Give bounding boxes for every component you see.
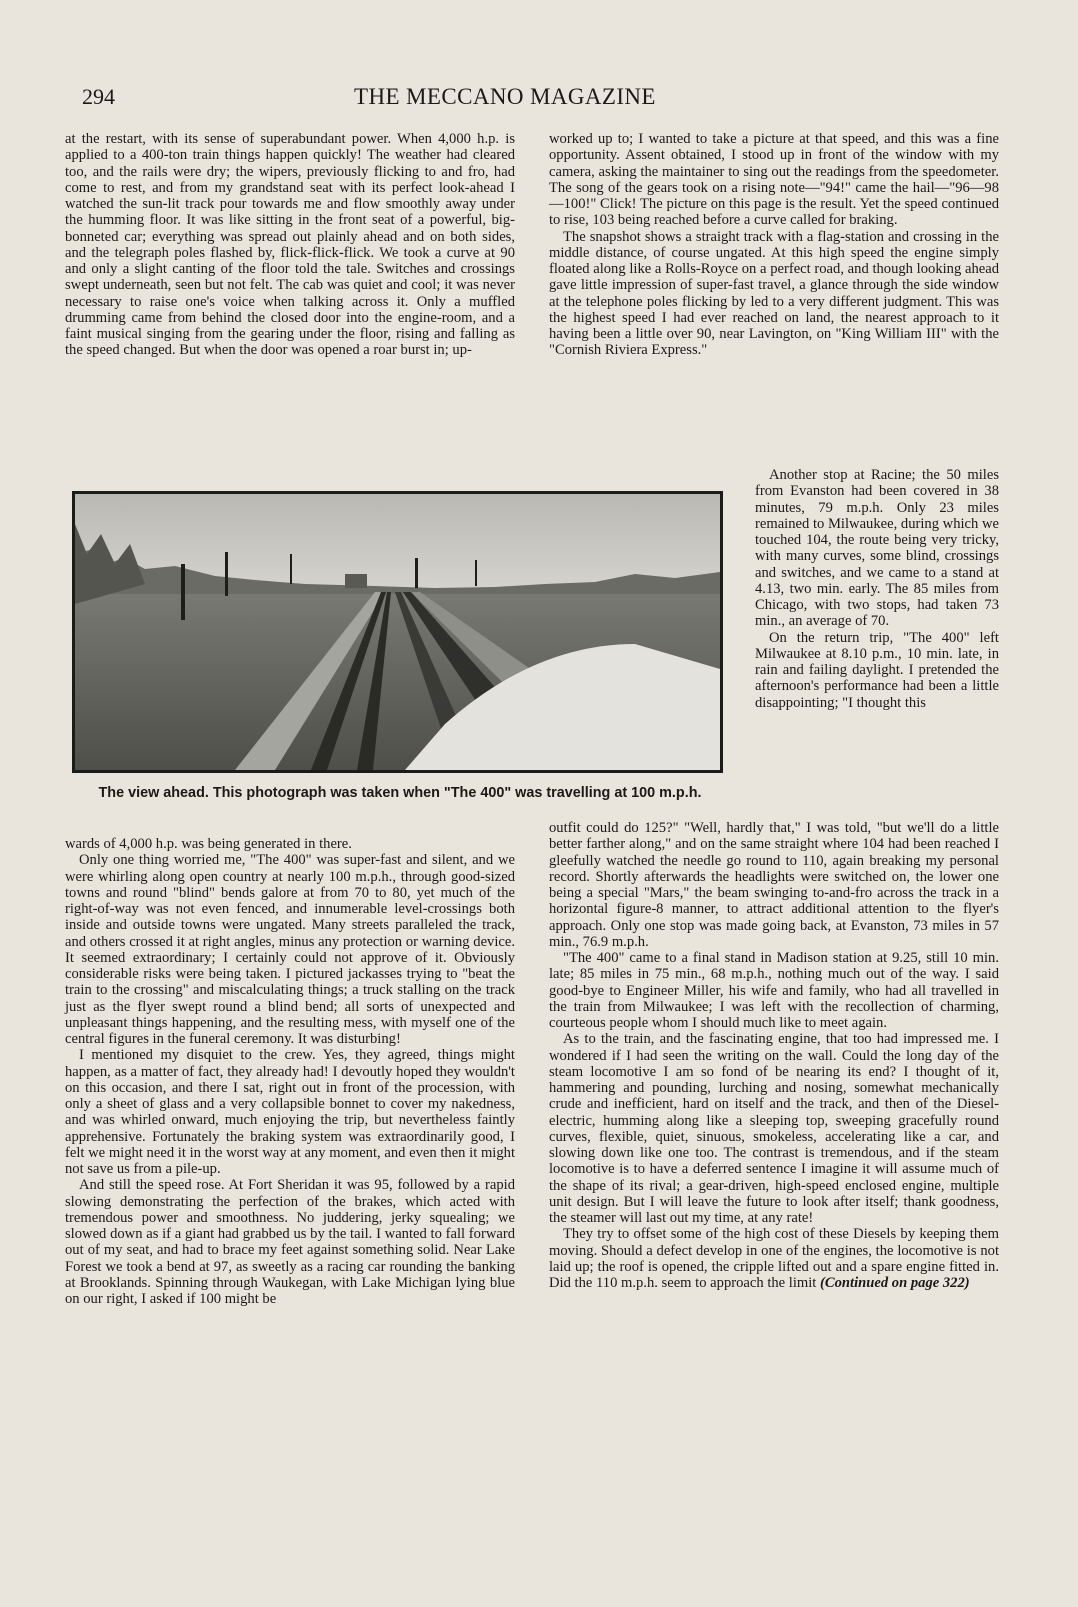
- paragraph: "The 400" came to a final stand in Madison station at 9.25, still 10 min. late; 85 miles in 75 min., 68 m.p.h., nothing much out of the way. I said good-bye to Engineer Miller, his wife and family, who had all travelled in the train from Milwaukee; I was left with the recollection of charming, courteous people whom I should much like to meet again.: [549, 950, 999, 1031]
- continuation-note: (Continued on page 322): [820, 1275, 970, 1291]
- photo-illustration: [75, 494, 720, 770]
- photo-caption: The view ahead. This photograph was taken when "The 400" was travelling at 100 m.p.h.: [98, 785, 702, 801]
- paragraph: Only one thing worried me, "The 400" was super-fast and silent, and we were whirling along open country at nearly 100 m.p.h., through good-sized towns and round "blind" bends galore at from 70 to 80, yet much of the right-of-way was not even fenced, and innumerable level-crossings both inside and outside towns were ungated. Many streets paralleled the track, and others crossed it at right angles, minus any protection or warning device. It seemed extraordinary; I certainly could not approve of it. Obviously considerable risks were being taken. I pictured jackasses trying to "beat the train to the crossing" and miscalculating things; a truck stalling on the track just as the flyer swept round a blind bend; all sorts of unexpected and unpleasant things happening, and the resulting mess, with myself one of the central figures in the funeral ceremony. It was disturbing!: [65, 852, 515, 1047]
- left-column-bottom: [65, 836, 515, 1307]
- paragraph: worked up to; I wanted to take a picture at that speed, and this was a fine opportunity. Assent obtained, I stood up in front of the window with my camera, asking the maintainer to sing out the readings from the speedometer. The song of the gears took on a rising note—"94!" came the hail—"96—98—100!" Click! The picture on this page is the result. Yet the speed continued to rise, 103 being reached before a curve called for braking.: [549, 131, 999, 229]
- right-column-narrow: [755, 467, 999, 711]
- paragraph: The snapshot shows a straight track with a flag-station and crossing in the middle distance, of course ungated. At this high speed the engine simply floated along like a Rolls-Royce on a perfect road, and though looking ahead gave little impression of super-fast travel, a glance through the side window at the telephone poles flicking by led to a very different judgment. This was the highest speed I had ever reached on land, the nearest approach to it having been a little over 90, near Lavington, on "King William III" with the "Cornish Riviera Express.": [549, 228, 999, 359]
- paragraph: wards of 4,000 h.p. was being generated in there.: [65, 836, 352, 852]
- page-number: 294: [82, 84, 115, 109]
- track-photograph: [72, 491, 723, 773]
- paragraph-text: They try to offset some of the high cost of these Diesels by keeping them moving. Should a defect develop in one of the engines, the locomotive is not laid up; the roof is opened, the cripple lifted out and a spare engine fitted in. Did the 110 m.p.h. seem to approach the limit: [549, 1226, 999, 1291]
- magazine-title: THE MECCANO MAGAZINE: [354, 84, 656, 109]
- paragraph: [549, 1226, 999, 1291]
- paragraph: Another stop at Racine; the 50 miles from Evanston had been covered in 38 minutes, 79 m.p.h. Only 23 miles remained to Milwaukee, during which we touched 104, the route being very tricky, with many curves, some blind, crossings and switches, and we came to a stand at 4.13, two min. early. The 85 miles from Chicago, with two stops, had taken 73 min., an average of 70.: [755, 467, 999, 630]
- right-column-bottom: [549, 820, 999, 1291]
- paragraph: I mentioned my disquiet to the crew. Yes, they agreed, things might happen, as a matter of fact, they already had! I devoutly hoped they wouldn't on this occasion, and there I sat, right out in front of the procession, with only a sheet of glass and a very collapsible bonnet to cover my nakedness, and was whirled onward, much enjoying the trip, but nevertheless faintly apprehensive. Fortunately the braking system was extraordinarily good, I felt we might need it in the worst way at any moment, and even then it might not save us from a pile-up.: [65, 1047, 515, 1177]
- paragraph: And still the speed rose. At Fort Sheridan it was 95, followed by a rapid slowing demonstrating the perfection of the brakes, which acted with tremendous power and smoothness. No juddering, jerky squealing; we slowed down as if a giant had grabbed us by the tail. I wanted to fall forward out of my seat, and had to brace my feet against something solid. Near Lake Forest we took a bend at 97, as sweetly as a racing car rounding the banking at Brooklands. Spinning through Waukegan, with Lake Michigan lying blue on our right, I asked if 100 might be: [65, 1177, 515, 1307]
- paragraph: outfit could do 125?" "Well, hardly that," I was told, "but we'll do a little better farther along," and on the same straight where 104 had been reached I gleefully watched the needle go round to 110, again breaking my personal record. Shortly afterwards the headlights were switched on, the lower one being a special "Mars," the beam swinging to-and-fro across the track in a horizontal figure-8 manner, to attract additional attention to the flyer's approach. Only one stop was made going back, at Evanston, 73 miles in 57 min., 76.9 m.p.h.: [549, 820, 999, 950]
- right-column-top: [549, 131, 999, 359]
- paragraph: As to the train, and the fascinating engine, that too had impressed me. I wondered if I had seen the writing on the wall. Could the long day of the steam locomotive I am so fond of be nearing its end? I thought of it, hammering and pounding, lurching and nosing, somewhat mechanically crude and inefficient, hard on itself and the track, and then of the Diesel-electric, humming along like a sleeping top, sweeping gracefully round curves, flexible, quiet, sinuous, smokeless, accelerating like a car, and slowing down like one too. The contrast is tremendous, and if the steam locomotive is to have a deferred sentence I imagine it will assume much of the shape of its rival; a gear-driven, high-speed enclosed engine, multiple unit design. But I will leave the future to look after itself; thank goodness, the steamer will last out my time, at any rate!: [549, 1031, 999, 1226]
- paragraph: On the return trip, "The 400" left Milwaukee at 8.10 p.m., 10 min. late, in rain and failing daylight. I pretended the afternoon's performance had been a little disappointing; "I thought this: [755, 629, 999, 711]
- page-header: [82, 84, 986, 114]
- left-column-top: [65, 131, 515, 359]
- paragraph: at the restart, with its sense of superabundant power. When 4,000 h.p. is applied to a 400-ton train things happen quickly! The weather had cleared too, and the rails were dry; the wipers, previously flicking to and fro, had come to rest, and from my grandstand seat with its perfect look-ahead I watched the sun-lit track pour towards me and flow smoothly away under the humming floor. It was like sitting in the front seat of a powerful, big-bonneted car; everything was spread out plainly ahead and on both sides, and the telegraph poles flashed by, flick-flick-flick. We took a curve at 90 and only a slight canting of the floor told the tale. Switches and crossings swept underneath, seen but not felt. The cab was quiet and cool; it was never necessary to raise one's voice when talking across it. Only a muffled drumming came from behind the closed door into the engine-room, and a faint musical singing from the gearing under the floor, rising and falling as the speed changed. But when the door was opened a roar burst in; up-: [65, 131, 515, 359]
